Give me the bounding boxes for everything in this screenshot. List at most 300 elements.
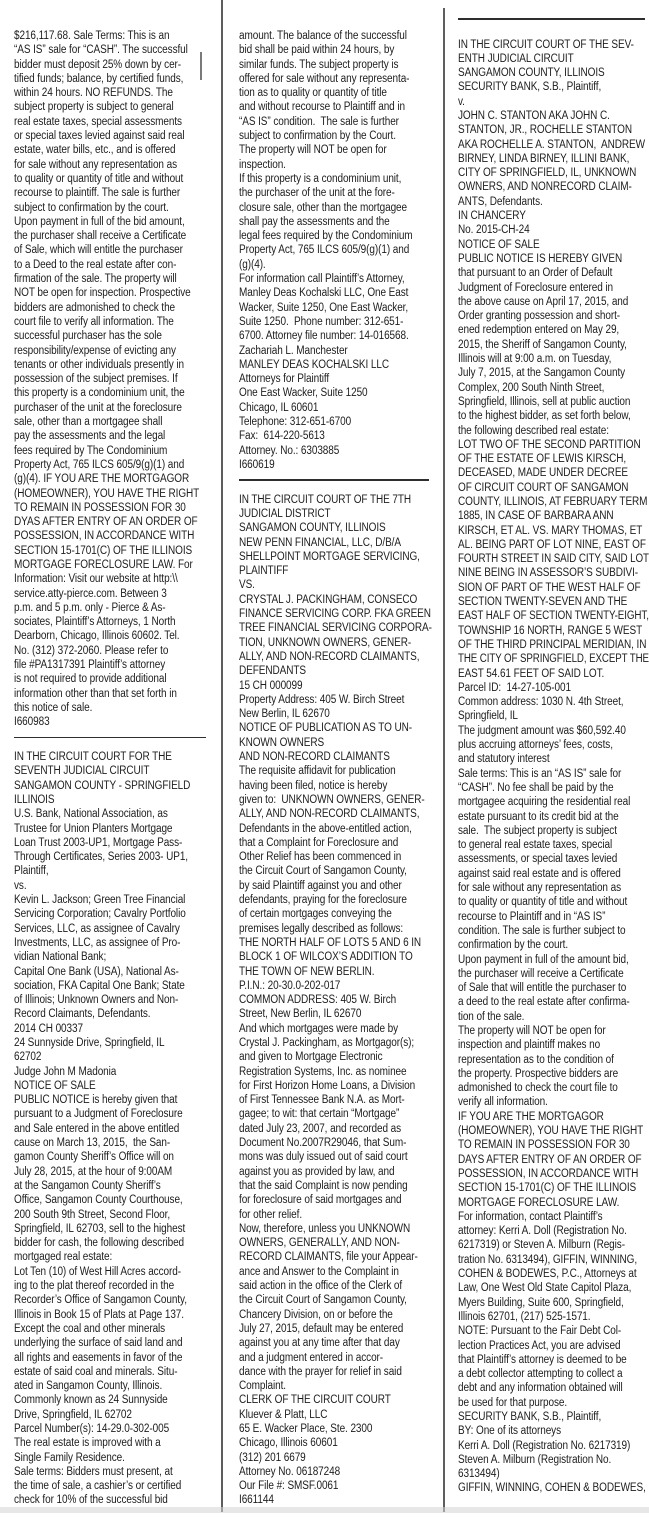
notice-line: Defendants in the above-entitled action,	[239, 822, 412, 835]
notice-line: Complaint.	[239, 1380, 286, 1393]
notice-line: AND NON-RECORD CLAIMANTS	[239, 751, 390, 764]
notice-line: 62702	[14, 1051, 42, 1064]
notice-line: The requisite affidavit for publication	[239, 765, 396, 778]
notice-line: PLAINTIFF	[239, 565, 289, 578]
notice-line: sale. The subject property is subject	[458, 824, 617, 837]
notice-line: And which mortgages were made by	[239, 1022, 399, 1035]
notice-line: COUNTY, ILLINOIS, AT FEBRUARY TERM	[458, 496, 648, 508]
notice-manley-deas-kochalski	[239, 29, 437, 472]
notice-line: Complex, 200 South Ninth Street,	[458, 381, 605, 394]
notice-line: VS.	[239, 579, 255, 592]
notice-line: CITY OF SPRINGFIELD, IL, UNKNOWN	[458, 167, 637, 180]
notice-line: BIRNEY, LINDA BIRNEY, ILLINI BANK,	[458, 152, 630, 165]
notice-line: real estate taxes, special assessments	[14, 115, 182, 128]
notice-line: IN THE CIRCUIT COURT OF THE 7TH	[239, 493, 412, 506]
notice-line: defendants, praying for the foreclosure	[239, 894, 407, 907]
notice-line: amount. The balance of the successful	[239, 30, 407, 42]
notice-line: Myers Building, Suite 600, Springfield,	[458, 1296, 624, 1309]
notice-line: Judge John M Madonia	[14, 1065, 117, 1078]
notice-line: DYAS AFTER ENTRY OF AN ORDER OF	[14, 516, 198, 529]
notice-line: TO REMAIN IN POSSESSION FOR 30	[458, 1139, 630, 1152]
notice-line: Plaintiff,	[14, 865, 49, 878]
notice-line: Registration Systems, Inc. as nominee	[239, 1065, 407, 1078]
notice-line: and without recourse to Plaintiff and in	[239, 101, 405, 114]
notice-line: the Circuit Court of Sangamon County,	[239, 865, 407, 878]
notice-line: Single Family Residence.	[14, 1451, 125, 1464]
notice-line: POSSESSION, IN ACCORDANCE WITH	[14, 530, 195, 543]
notice-line: SHELLPOINT MORTGAGE SERVICING,	[239, 550, 420, 563]
notice-line: The real estate is improved with a	[14, 1437, 161, 1450]
notice-line: Springfield, Illinois, sell at public auction	[458, 395, 631, 408]
notice-line: CLERK OF THE CIRCUIT COURT	[239, 1394, 391, 1407]
notice-line: I660619	[239, 458, 275, 471]
notice-line: recourse to plaintiff. The sale is further	[14, 187, 181, 200]
notice-line: TION, UNKNOWN OWNERS, GENER-	[239, 636, 412, 649]
notice-line: JUDICIAL DISTRICT	[239, 508, 331, 520]
notice-line: that the said Complaint is now pending	[239, 1179, 408, 1192]
notice-line: July 27, 2015, default may be entered	[239, 1322, 404, 1335]
notice-line: 2014 CH 00337	[14, 1022, 83, 1035]
notice-line: check for 10% of the successful bid	[14, 1494, 168, 1507]
notice-line: NOTICE OF SALE	[458, 238, 540, 251]
notice-line: “CASH”. No fee shall be paid by the	[458, 781, 614, 794]
notice-line: PUBLIC NOTICE IS HEREBY GIVEN	[458, 252, 623, 265]
notice-line: Street, New Berlin, IL 62670	[239, 1008, 362, 1021]
notice-line: July 28, 2015, at the hour of 9:00AM	[14, 1165, 173, 1178]
notice-line: CRYSTAL J. PACKINGHAM, CONSECO	[239, 593, 418, 606]
notice-line: successful purchaser has the sole	[14, 330, 162, 343]
notice-line: and given to Mortgage Electronic	[239, 1051, 383, 1064]
notice-line: of certain mortgages conveying the	[239, 908, 392, 921]
notice-line: Telephone: 312-651-6700	[239, 416, 352, 429]
notice-line: MORTGAGE FORECLOSURE LAW.	[458, 1196, 620, 1209]
notice-line: (HOMEOWNER), YOU HAVE THE RIGHT	[14, 487, 200, 500]
notice-line: of Sale, which will entitle the purchaser	[14, 244, 183, 257]
notice-line: SEVENTH JUDICIAL CIRCUIT	[14, 765, 150, 778]
notice-line: information other than that set forth in	[14, 687, 177, 700]
notice-line: for other relief.	[239, 1208, 303, 1221]
notice-line: representation as to the condition of	[458, 1053, 614, 1066]
notice-line: No. 2015-CH-24	[458, 224, 530, 237]
notice-line: that pursuant to an Order of Default	[458, 267, 613, 280]
notice-line: Illinois will at 9:00 a.m. on Tuesday,	[458, 353, 612, 366]
notice-line: Illinois 62701, (217) 525-1571.	[458, 1310, 591, 1323]
notice-line: mons was duly issued out of said court	[239, 1151, 408, 1164]
notice-line: Property Act, 765 ILCS 605/9(g)(1) and	[14, 458, 185, 471]
column-3	[458, 0, 649, 1496]
notice-line: IN CHANCERY	[458, 210, 526, 223]
notice-line: all rights and easements in favor of the	[14, 1351, 183, 1364]
notice-line: Sale terms: This is an “AS IS” sale for	[458, 767, 622, 780]
notice-line: the property. Prospective bidders are	[458, 1067, 619, 1080]
notice-line: RECORD CLAIMANTS, file your Appear-	[239, 1251, 418, 1264]
notice-line: for sale without any representation as	[458, 882, 621, 895]
notice-line: court file to verify all information. The	[14, 315, 174, 328]
notice-line: estate of said coal and minerals. Situ-	[14, 1365, 178, 1378]
notice-line: Trustee for Union Planters Mortgage	[14, 822, 173, 835]
notice-line: ened redemption entered on May 29,	[458, 324, 620, 337]
notice-line: Attorney No. 06187248	[239, 1465, 341, 1478]
notice-line: DEFENDANTS	[239, 665, 306, 678]
notice-line: (312) 201 6679	[239, 1451, 306, 1464]
notice-line: GIFFIN, WINNING, COHEN & BODEWES,	[458, 1482, 646, 1495]
notice-line: to the highest bidder, as set forth below,	[458, 410, 631, 423]
notice-line: estate, water bills, etc., and is offered	[14, 144, 176, 157]
notice-line: Other Relief has been commenced in	[239, 851, 402, 864]
notice-line: FOURTH STREET IN SAID CITY, SAID LOT	[458, 553, 649, 566]
notice-line: the Circuit Court of Sangamon County,	[239, 1294, 407, 1307]
notice-line: 6700. Attorney file number: 14-016568.	[239, 330, 409, 343]
notice-line: 24 Sunnyside Drive, Springfield, IL	[14, 1036, 165, 1049]
page-bottom-scan-band	[0, 1507, 649, 1513]
notice-line: “AS IS” condition. The sale is further	[239, 115, 399, 128]
notice-line: the above cause on April 17, 2015, and	[458, 295, 629, 308]
notice-line: TREE FINANCIAL SERVICING CORPORA-	[239, 622, 432, 635]
notice-line: IN THE CIRCUIT COURT FOR THE	[14, 751, 172, 764]
notice-line: Document No.2007R29046, that Sum-	[239, 1137, 407, 1150]
notice-line: KNOWN OWNERS	[239, 736, 325, 749]
notice-line: bidder for cash, the following described	[14, 1237, 185, 1250]
notice-line: similar funds. The subject property is	[239, 58, 399, 71]
stray-mark-line	[200, 52, 202, 80]
notice-line: If this property is a condominium unit,	[239, 172, 402, 185]
notice-line: dance with the prayer for relief in said	[239, 1365, 402, 1378]
notice-line: PUBLIC NOTICE is hereby given that	[14, 1094, 178, 1107]
section-divider	[458, 18, 645, 20]
notice-line: Now, therefore, unless you UNKNOWN	[239, 1222, 411, 1235]
notice-line: closure sale, other than the mortgagee	[239, 201, 408, 214]
notice-line: for foreclosure of said mortgages and	[239, 1194, 402, 1207]
notice-line: for sale without any representation as	[14, 158, 177, 171]
notice-line: MANLEY DEAS KOCHALSKI LLC	[239, 358, 390, 371]
notice-line: THE NORTH HALF OF LOTS 5 AND 6 IN	[239, 936, 422, 949]
notice-line: SANGAMON COUNTY - SPRINGFIELD	[14, 779, 191, 792]
notice-line: of Illinois; Unknown Owners and Non-	[14, 994, 179, 1007]
notice-line: pay the assessments and the legal	[14, 430, 166, 443]
notice-line: tion of the sale.	[458, 1010, 525, 1023]
notice-line: file #PA1317391 Plaintiff’s attorney	[14, 659, 166, 672]
notice-line: Servicing Corporation; Cavalry Portfolio	[14, 908, 186, 921]
notice-line: 6313494)	[458, 1468, 500, 1481]
notice-line: SECURITY BANK, S.B., Plaintiff,	[458, 81, 602, 94]
notice-line: Suite 1250. Phone number: 312-651-	[239, 315, 404, 328]
notice-line: TOWNSHIP 16 NORTH, RANGE 5 WEST	[458, 624, 643, 637]
notice-line: Parcel Number(s): 14-29.0-302-005	[14, 1423, 170, 1435]
notice-line: IN THE CIRCUIT COURT OF THE SEV-	[458, 38, 634, 51]
notice-line: Record Claimants, Defendants.	[14, 1008, 151, 1021]
notice-line: Information: Visit our website at http:\\	[14, 573, 178, 586]
notice-line: Zachariah L. Manchester	[239, 344, 348, 357]
notice-line: bid shall be paid within 24 hours, by	[239, 44, 395, 57]
notice-line: inspection.	[239, 158, 286, 171]
notice-line: I660983	[14, 716, 50, 729]
notice-line: Office, Sangamon County Courthouse,	[14, 1194, 183, 1207]
notice-line: tration No. 6313494), GIFFIN, WINNING,	[458, 1253, 638, 1266]
notice-line: gagee; to wit: that certain “Mortgage”	[239, 1108, 400, 1121]
section-divider	[14, 737, 206, 739]
notice-line: POSSESSION, IN ACCORDANCE WITH	[458, 1167, 639, 1180]
notice-line: assessments, or special taxes levied	[458, 853, 618, 866]
notice-line: to a Deed to the real estate after con-	[14, 258, 177, 271]
column-divider-line	[443, 8, 445, 1512]
notice-line: and Sale entered in the above entitled	[14, 1122, 180, 1135]
notice-line: New Berlin, IL 62670	[239, 708, 330, 721]
notice-line: to quality or quantity of title and without	[458, 896, 628, 909]
notice-line: Steven A. Milburn (Registration No.	[458, 1453, 612, 1466]
notice-line: ance and Answer to the Complaint in	[239, 1265, 399, 1278]
notice-line: JOHN C. STANTON AKA JOHN C.	[458, 109, 610, 122]
notice-line: The property will NOT be open for	[458, 1024, 606, 1037]
notice-line: against said real estate and is offered	[458, 867, 621, 880]
notice-line: the purchaser of the unit at the fore-	[239, 187, 395, 200]
notice-line: Manley Deas Kochalski LLC, One East	[239, 287, 409, 300]
notice-line: and a judgment entered in accor-	[239, 1351, 384, 1364]
notice-line: STANTON, JR., ROCHELLE STANTON	[458, 124, 632, 137]
notice-line: service.atty-pierce.com. Between 3	[14, 587, 167, 600]
notice-line: recourse to Plaintiff and in “AS IS”	[458, 910, 606, 923]
notice-line: Attorney. No.: 6303885	[239, 444, 340, 457]
notice-line: offered for sale without any representa-	[239, 72, 410, 85]
notice-line: Parcel ID: 14-27-105-001	[458, 681, 571, 694]
notice-line: Upon payment in full of the amount bid,	[458, 953, 629, 966]
notice-line: THE TOWN OF NEW BERLIN.	[239, 965, 375, 978]
notice-us-bank-v-jackson	[14, 750, 212, 1508]
notice-line: THE CITY OF SPRINGFIELD, EXCEPT THE	[458, 653, 649, 666]
notice-line: SECTION 15-1701(C) OF THE ILLINOIS	[14, 544, 193, 557]
notice-line: KIRSCH, ET AL. VS. MARY THOMAS, ET	[458, 524, 643, 537]
notice-line: to general real estate taxes, special	[458, 839, 613, 852]
notice-line: ALLY, AND NON-RECORD CLAIMANTS,	[239, 808, 420, 821]
notice-line: NINE BEING IN ASSESSOR’S SUBDIVI-	[458, 567, 639, 580]
notice-line: at the Sangamon County Sheriff’s	[14, 1179, 161, 1192]
notice-line: a deed to the real estate after confirma-	[458, 996, 630, 1009]
notice-line: of First Tennessee Bank N.A. as Mort-	[239, 1094, 405, 1107]
notice-line: AL. BEING PART OF LOT NINE, EAST OF	[458, 538, 646, 551]
notice-line: Kerri A. Doll (Registration No. 6217319)	[458, 1439, 631, 1452]
notice-line: responsibility/expense of evicting any	[14, 344, 176, 357]
notice-line: mortgagee acquiring the residential real	[458, 796, 631, 809]
notice-line: shall pay the assessments and the	[239, 215, 390, 228]
notice-line: (HOMEOWNER), YOU HAVE THE RIGHT	[458, 1125, 644, 1138]
notice-line: Judgment of Foreclosure entered in	[458, 281, 613, 294]
notice-line: NOTICE OF PUBLICATION AS TO UN-	[239, 722, 412, 735]
notice-line: SANGAMON COUNTY, ILLINOIS	[239, 522, 386, 535]
notice-line: NOTICE OF SALE	[14, 1079, 96, 1092]
notice-line: MORTGAGE FORECLOSURE LAW. For	[14, 558, 193, 571]
notice-line: vs.	[14, 879, 27, 892]
notice-line: ated in Sangamon County, Illinois.	[14, 1380, 163, 1393]
notice-pierce-associates-continuation	[14, 29, 212, 730]
notice-line: against you as provided by law, and	[239, 1165, 395, 1178]
notice-line: Lot Ten (10) of West Hill Acres accord-	[14, 1265, 181, 1278]
notice-line: cause on March 13, 2015, the San-	[14, 1137, 171, 1150]
notice-line: pursuant to a Judgment of Foreclosure	[14, 1108, 183, 1121]
notice-line: a debt collector attempting to collect a	[458, 1368, 623, 1381]
notice-security-bank-v-stanton	[458, 38, 649, 1496]
notice-line: Capital One Bank (USA), National As-	[14, 965, 179, 978]
notice-line: Sale terms: Bidders must present, at	[14, 1465, 173, 1478]
notice-line: Except the coal and other minerals	[14, 1322, 166, 1335]
notice-line: premises legally described as follows:	[239, 922, 404, 935]
section-divider	[239, 479, 429, 481]
notice-line: IF YOU ARE THE MORTGAGOR	[458, 1110, 604, 1123]
notice-line: the time of sale, a cashier’s or certified	[14, 1480, 182, 1493]
notice-line: One East Wacker, Suite 1250	[239, 387, 368, 400]
notice-line: OWNERS, GENERALLY, AND NON-	[239, 1237, 400, 1250]
notice-line: $216,117.68. Sale Terms: This is an	[14, 30, 170, 42]
notice-line: ILLINOIS	[14, 793, 55, 806]
notice-line: by said Plaintiff against you and other	[239, 879, 402, 892]
notice-line: gamon County Sheriff’s Office will on	[14, 1151, 174, 1164]
notice-line: purchaser of the unit at the foreclosure	[14, 401, 182, 414]
notice-line: this property is a condominium unit, the	[14, 387, 185, 400]
notice-line: BLOCK 1 OF WILCOX’S ADDITION TO	[239, 951, 413, 964]
notice-line: Kevin L. Jackson; Green Tree Financial	[14, 894, 186, 907]
notice-line: Springfield, IL 62703, sell to the highest	[14, 1222, 186, 1235]
notice-line: admonished to check the court file to	[458, 1082, 618, 1095]
notice-line: is not required to provide additional	[14, 673, 167, 686]
notice-line: AKA ROCHELLE A. STANTON, ANDREW	[458, 138, 645, 151]
notice-line: condition. The sale is further subject to	[458, 924, 626, 937]
notice-line: OF THE ESTATE OF LEWIS KIRSCH,	[458, 453, 627, 466]
notice-line: 15 CH 000099	[239, 679, 303, 692]
notice-line: FINANCE SERVICING CORP. FKA GREEN	[239, 608, 431, 621]
notice-line: Attorneys for Plaintiff	[239, 373, 330, 386]
notice-line: SECTION TWENTY-SEVEN AND THE	[458, 596, 628, 609]
notice-line: Upon payment in full of the bid amount,	[14, 215, 185, 228]
notice-line: DAYS AFTER ENTRY OF AN ORDER OF	[458, 1153, 642, 1166]
notice-line: Property Address: 405 W. Birch Street	[239, 693, 405, 706]
notice-line: No. (312) 372-2060. Please refer to	[14, 644, 169, 657]
notice-line: (g)(4). IF YOU ARE THE MORTGAGOR	[14, 473, 190, 486]
notice-line: COHEN & BODEWES, P.C., Attorneys at	[458, 1268, 637, 1281]
notice-line: ANTS, Defendants.	[458, 195, 543, 208]
notice-line: attorney: Kerri A. Doll (Registration No.	[458, 1225, 627, 1238]
notice-line: estate pursuant to its credit bid at the	[458, 810, 619, 823]
notice-line: Property Act, 765 ILCS 605/9(g)(1) and	[239, 244, 410, 257]
notice-line: SANGAMON COUNTY, ILLINOIS	[458, 67, 605, 80]
notice-line: 6217319) or Steven A. Milburn (Regis-	[458, 1239, 625, 1252]
notice-line: OWNERS, AND NONRECORD CLAIM-	[458, 181, 632, 194]
notice-line: ENTH JUDICIAL CIRCUIT	[458, 52, 574, 65]
notice-line: firmation of the sale. The property will	[14, 273, 177, 286]
notice-line: Law, One West Old State Capitol Plaza,	[458, 1282, 632, 1295]
notice-line: U.S. Bank, National Association, as	[14, 808, 168, 821]
notice-line: OF CIRCUIT COURT OF SANGAMON	[458, 481, 629, 494]
notice-line: Kluever & Platt, LLC	[239, 1408, 328, 1421]
notice-line: within 24 hours. NO REFUNDS. The	[14, 87, 173, 100]
notice-line: ing to the plat thereof recorded in the	[14, 1280, 175, 1293]
notice-line: of Sale that will entitle the purchaser to	[458, 982, 627, 995]
column-divider-line	[221, 0, 223, 1512]
notice-line: vidian National Bank;	[14, 951, 107, 964]
notice-line: Through Certificates, Series 2003- UP1,	[14, 851, 189, 864]
notice-line: fees required by The Condominium	[14, 444, 168, 457]
notice-line: lection Practices Act, you are advised	[458, 1339, 621, 1352]
notice-line: that a Complaint for Foreclosure and	[239, 836, 399, 849]
notice-line: be used for that purpose.	[458, 1396, 568, 1409]
notice-line: said action in the office of the Clerk of	[239, 1280, 403, 1293]
column-2	[239, 0, 437, 1508]
notice-line: p.m. and 5 p.m. only - Pierce & As-	[14, 601, 166, 614]
notice-line: EAST HALF OF SECTION TWENTY-EIGHT,	[458, 610, 649, 623]
notice-line: For information call Plaintiff’s Attorney,	[239, 273, 405, 286]
notice-line: the purchaser shall receive a Certificate	[14, 230, 187, 243]
notice-line: tenants or other individuals presently in	[14, 358, 184, 371]
notice-line: sociation, FKA Capital One Bank; State	[14, 979, 185, 992]
notice-line: given to: UNKNOWN OWNERS, GENER-	[239, 793, 425, 806]
notice-line: P.I.N.: 20-30.0-202-017	[239, 979, 341, 992]
notice-line: Order granting possession and short-	[458, 310, 621, 323]
notice-line: bidder must deposit 25% down by cer-	[14, 58, 182, 71]
notice-line: subject property is subject to general	[14, 101, 174, 114]
notice-line: verify all information.	[458, 1096, 548, 1109]
notice-line: Wacker, Suite 1250, One East Wacker,	[239, 301, 409, 314]
notice-line: NOT be open for inspection. Prospective	[14, 287, 191, 300]
notice-line: underlying the surface of said land and	[14, 1337, 183, 1350]
notice-line: debt and any information obtained will	[458, 1382, 623, 1395]
notice-line: The property will NOT be open for	[239, 144, 387, 157]
notice-line: sale, other than a mortgagee shall	[14, 416, 163, 429]
notice-line: Investments, LLC, as assignee of Pro-	[14, 936, 181, 949]
notice-line: Drive, Springfield, IL 62702	[14, 1408, 132, 1421]
notice-line: tion as to quality or quantity of title	[239, 87, 387, 100]
notice-line: OF THE THIRD PRINCIPAL MERIDIAN, IN	[458, 638, 647, 651]
notice-line: 200 South 9th Street, Second Floor,	[14, 1208, 171, 1221]
notice-line: or special taxes levied against said real	[14, 130, 185, 143]
notice-line: v.	[458, 95, 465, 108]
notice-line: “AS IS” sale for “CASH”. The successful	[14, 44, 188, 57]
notice-line: 1885, IN CASE OF BARBARA ANN	[458, 510, 614, 523]
notice-line: and statutory interest	[458, 753, 550, 766]
notice-line: 2015, the Sheriff of Sangamon County,	[458, 338, 627, 351]
notice-line: Commonly known as 24 Sunnyside	[14, 1394, 168, 1407]
notice-line: the purchaser will receive a Certificate	[458, 967, 624, 980]
notice-line: Illinois in Book 15 of Plats at Page 137.	[14, 1308, 184, 1321]
notice-line: SION OF PART OF THE WEST HALF OF	[458, 581, 641, 594]
notice-line: mortgaged real estate:	[14, 1251, 113, 1264]
notice-line: (g)(4).	[239, 258, 266, 271]
notice-line: bidders are admonished to check the	[14, 301, 176, 314]
notice-line: inspection and plaintiff makes no	[458, 1039, 601, 1052]
notice-line: tified funds; balance, by certified funds,	[14, 72, 184, 85]
notice-line: Services, LLC, as assignee of Cavalry	[14, 922, 180, 935]
notice-line: confirmation by the court.	[458, 939, 569, 952]
notice-line: I661144	[239, 1494, 274, 1507]
notice-line: July 7, 2015, at the Sangamon County	[458, 367, 626, 380]
notice-line: Crystal J. Packingham, as Mortgagor(s);	[239, 1036, 415, 1049]
notice-line: The judgment amount was $60,592.40	[458, 724, 626, 737]
notice-line: DECEASED, MADE UNDER DECREE	[458, 467, 628, 480]
notice-line: NEW PENN FINANCIAL, LLC, D/B/A	[239, 536, 401, 549]
notice-line: dated July 23, 2007, and recorded as	[239, 1122, 402, 1135]
notice-new-penn-v-packingham	[239, 493, 437, 1508]
notice-line: having been filed, notice is hereby	[239, 779, 388, 792]
notice-line: subject to confirmation by the Court.	[239, 130, 396, 143]
notice-line: this notice of sale.	[14, 701, 93, 714]
notice-line: ALLY, AND NON-RECORD CLAIMANTS,	[239, 650, 420, 663]
notice-line: Loan Trust 2003-UP1, Mortgage Pass-	[14, 836, 183, 849]
notice-line: Chicago, Illinois 60601	[239, 1437, 338, 1450]
notice-line: sociates, Plaintiff’s Attorneys, 1 North	[14, 616, 176, 629]
notice-line: Chicago, IL 60601	[239, 401, 319, 414]
notice-line: against you at any time after that day	[239, 1337, 400, 1350]
notice-line: Common address: 1030 N. 4th Street,	[458, 696, 624, 709]
notice-line: plus accruing attorneys’ fees, costs,	[458, 739, 613, 752]
notice-line: NOTE: Pursuant to the Fair Debt Col-	[458, 1325, 622, 1338]
notice-line: SECTION 15-1701(C) OF THE ILLINOIS	[458, 1182, 637, 1195]
notice-line: TO REMAIN IN POSSESSION FOR 30	[14, 501, 186, 514]
